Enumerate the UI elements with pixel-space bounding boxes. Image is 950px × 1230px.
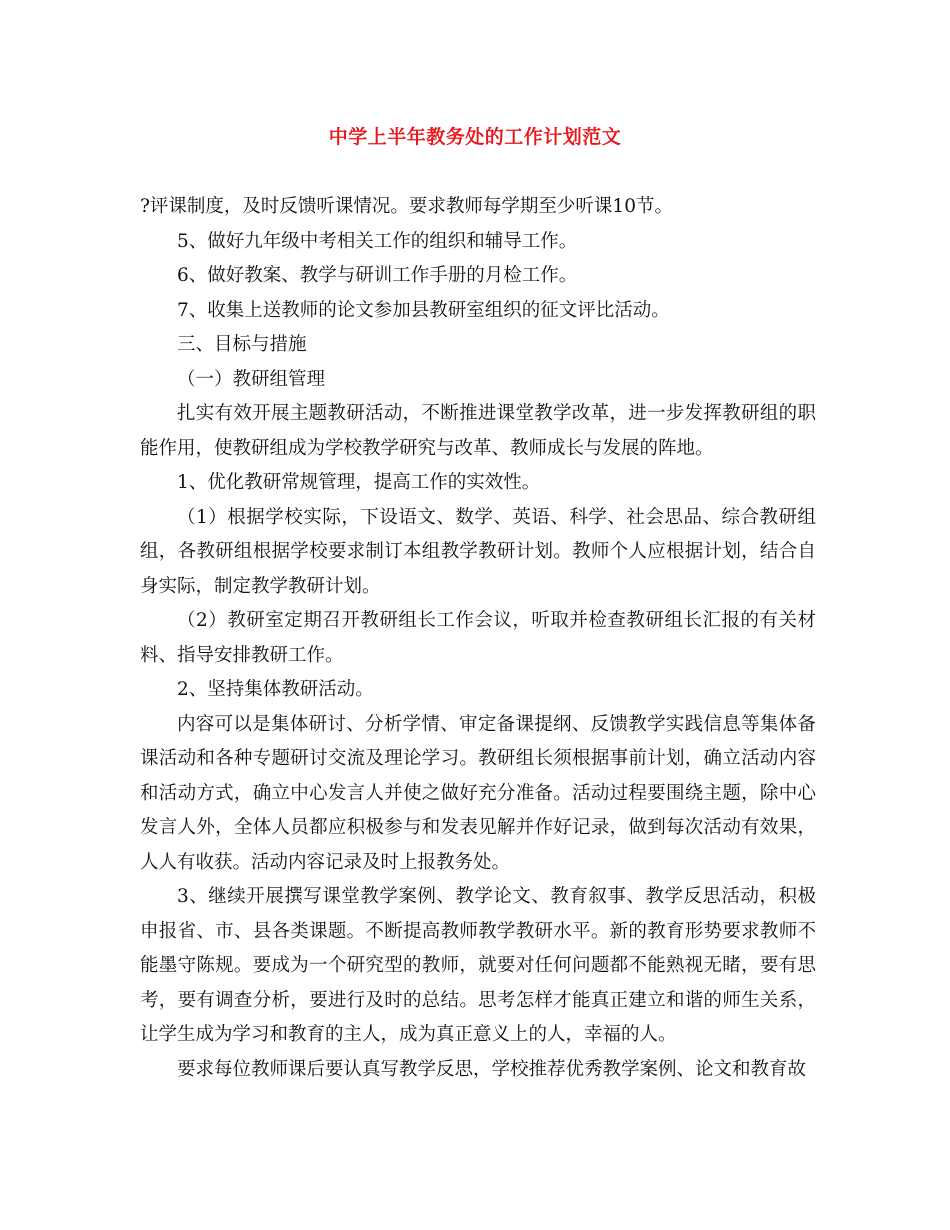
section-heading: 三、目标与措施	[177, 334, 307, 355]
paragraph: （2）教研室定期召开教研组长工作会议，听取并检查教研组长汇报的有关材料、指导安排教研工作。	[140, 610, 816, 666]
paragraph: 内容可以是集体研讨、分析学情、审定备课提纲、反馈教学实践信息等集体备课活动和各种专题研讨交流及理论学习。教研组长须根据事前计划，确立活动内容和活动方式，确立中心发言人并使之做好充分准备。活动过程要围绕主题，除中心发言人外，全体人员都应积极参与和发表见解并作好记录，做到每次活动有效果，人人有收获。活动内容记录及时上报教务处。	[140, 713, 816, 873]
paragraph: 2、坚持集体教研活动。	[177, 679, 374, 700]
paragraph: 扎实有效开展主题教研活动，不断推进课堂教学改革，进一步发挥教研组的职能作用，使教研组成为学校教学研究与改革、教师成长与发展的阵地。	[140, 403, 816, 459]
paragraph: 1、优化教研常规管理，提高工作的实效性。	[177, 472, 541, 493]
paragraph: 7、收集上送教师的论文参加县教研室组织的征文评比活动。	[177, 299, 670, 321]
paragraph: ?评课制度，及时反馈听课情况。要求教师每学期至少听课10节。	[140, 196, 673, 217]
subsection-heading: （一）教研组管理	[177, 368, 326, 390]
paragraph: 5、做好九年级中考相关工作的组织和辅导工作。	[177, 230, 578, 252]
paragraph: 3、继续开展撰写课堂教学案例、教学论文、教育叙事、教学反思活动，积极申报省、市、县各类课题。不断提高教师教学教研水平。新的教育形势要求教师不能墨守陈规。要成为一个研究型的教师，就要对任何问题都不能熟视无睹，要有思考，要有调查分析，要进行及时的总结。思考怎样才能真正建立和谐的师生关系，让学生成为学习和教育的主人，成为真正意义上的人，幸福的人。	[140, 886, 816, 1045]
paragraph: 6、做好教案、教学与研训工作手册的月检工作。	[177, 265, 578, 286]
document-body	[140, 190, 816, 1087]
document-title: 中学上半年教务处的工作计划范文	[328, 126, 622, 148]
paragraph: 要求每位教师课后要认真写教学反思，学校推荐优秀教学案例、论文和教育故	[177, 1058, 807, 1080]
paragraph: （1）根据学校实际，下设语文、数学、英语、科学、社会思品、综合教研组组，各教研组根据学校要求制订本组教学教研计划。教师个人应根据计划，结合自身实际，制定教学教研计划。	[140, 506, 816, 597]
